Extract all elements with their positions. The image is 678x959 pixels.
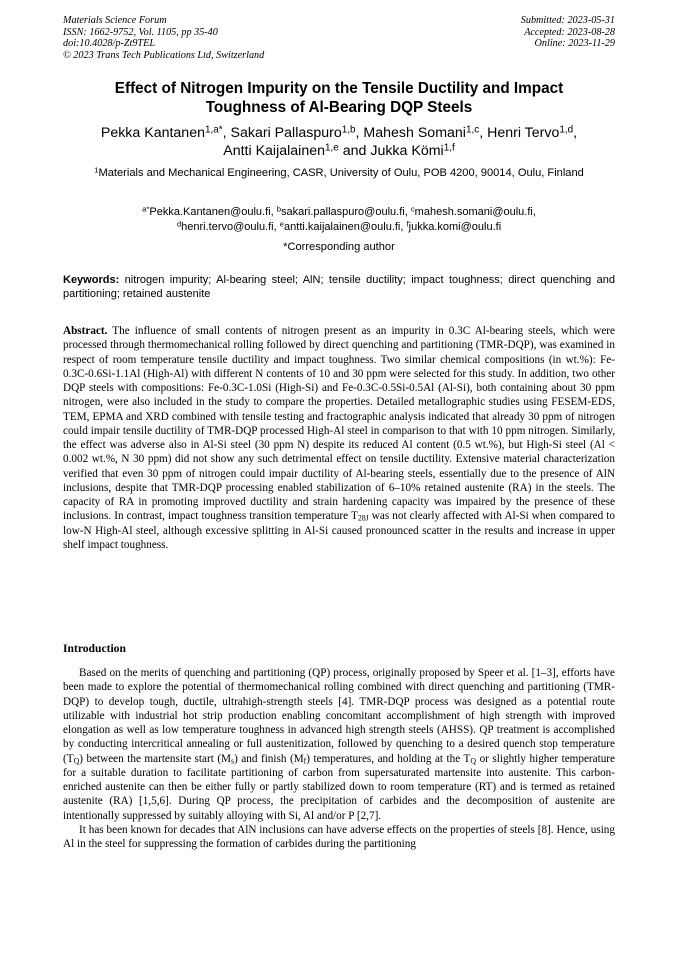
journal-issn: ISSN: 1662-9752, Vol. 1105, pp 35-40 xyxy=(63,26,218,38)
section-heading-introduction: Introduction xyxy=(63,642,126,655)
author-separator: , xyxy=(573,125,578,141)
author-name: Sakari Pallaspuro xyxy=(230,125,342,141)
publication-dates xyxy=(521,15,615,50)
abstract-label: Abstract. xyxy=(63,325,108,337)
author-list xyxy=(63,124,615,160)
paragraph-text: ) temperatures, and holding at the T xyxy=(306,752,471,765)
keywords-text: nitrogen impurity; Al-bearing steel; AlN; tensile ductility; impact toughness; direct quenching and partitioning; retained austenite xyxy=(63,274,615,301)
abstract-subscript: 28J xyxy=(357,513,369,523)
paragraph xyxy=(63,666,615,823)
subscript: s xyxy=(231,756,235,766)
author-affil-sup: 1,f xyxy=(443,142,455,154)
email-link[interactable]: henri.tervo@oulu.fi xyxy=(181,220,274,233)
abstract xyxy=(63,324,615,552)
email-sup: e xyxy=(279,219,285,229)
email-separator: , xyxy=(532,206,536,218)
author-affil-sup: 1,d xyxy=(559,124,574,136)
author-separator: , xyxy=(355,125,364,141)
subscript: Q xyxy=(470,756,477,766)
email-list xyxy=(63,205,615,234)
introduction-body xyxy=(63,666,615,851)
affiliation xyxy=(80,166,598,181)
author-affil-sup: 1,e xyxy=(325,142,339,154)
paragraph-text: ) and finish (M xyxy=(234,752,304,765)
author-name: Henri Tervo xyxy=(487,125,560,141)
title-line-2: Toughness of Al-Bearing DQP Steels xyxy=(205,99,473,116)
author-affil-sup: 1,c xyxy=(465,124,480,136)
paragraph-text: Based on the merits of quenching and partitioning (QP) process, originally proposed by Speer et al. [1–3], efforts have been made to explore the potential of thermomechanical rolling combined with direct quenching and partitioning (TMR-DQP) to develop tough, ductile, ultrahigh-strength steels [4]. TMR-DQP process was designed as a potential route utilizable with industrial hot strip production enabling concomitant accomplishment of high strength with improved elongation as well as low temperature toughness in advanced high strength steels (AHSS). QP treatment is accomplished by conducting intercritical annealing or full austenitization, followed by quenching to a desired quench stop temperature (T xyxy=(63,667,615,765)
journal-doi: doi:10.4028/p-Zt9TEL xyxy=(63,38,155,50)
email-link[interactable]: antti.kaijalainen@oulu.fi xyxy=(284,220,401,233)
title-line-1: Effect of Nitrogen Impurity on the Tensile Ductility and Impact xyxy=(114,80,564,97)
email-separator: , xyxy=(400,220,407,233)
subscript: f xyxy=(303,756,307,766)
date-accepted: Accepted: 2023-08-28 xyxy=(524,26,615,38)
author-name: Jukka Kömi xyxy=(370,143,444,159)
journal-copyright: © 2023 Trans Tech Publications Ltd, Switzerland xyxy=(63,49,265,61)
email-sup: d xyxy=(176,219,182,229)
corresponding-author-note: *Corresponding author xyxy=(283,241,395,253)
paragraph: It has been known for decades that AlN inclusions can have adverse effects on the properties of steels [8]. Hence, using Al in the steel for suppressing the formation of carbides during the partitioning xyxy=(63,823,615,850)
journal-info xyxy=(63,15,264,61)
author-separator: and xyxy=(338,143,371,159)
paragraph-text: ) between the martensite start (M xyxy=(79,752,232,765)
keywords-label: Keywords: xyxy=(63,274,120,286)
author-affil-sup: 1,a* xyxy=(204,124,223,136)
author-name: Antti Kaijalainen xyxy=(223,143,325,159)
date-submitted: Submitted: 2023-05-31 xyxy=(520,15,615,26)
journal-name: Materials Science Forum xyxy=(63,15,167,26)
author-name: Mahesh Somani xyxy=(363,125,466,141)
author-affil-sup: 1,b xyxy=(341,124,356,136)
abstract-text-end: was not clearly affected with Al-Si when compared to low-N High-Al steel, although excessive splitting in Al-Si caused pronounced scatter in the results and increase in upper shelf impact toughness. xyxy=(63,510,615,551)
abstract-text: The influence of small contents of nitrogen present as an impurity in 0.3C Al-bearing steels, which were processed through thermomechanical rolling followed by direct quenching and partitioning (TMR-DQP), was examined in respect of room temperature tensile ductility and impact toughness. Two similar chemical compositions (in wt.%): Fe-0.3C-0.6Si-1.1Al (High-Al) with different N contents of 10 and 30 ppm were selected for this study. In addition, two other DQP steels with compositions: Fe-0.3C-1.0Si (High-Si) and Fe-0.3C-0.5Si-0.5Al (Al-Si), both containing about 30 ppm nitrogen, were also included in the study to compare the properties. Detailed metallographic studies using FESEM-EDS, TEM, EPMA and XRD combined with tensile testing and fractographic analysis indicated that already 30 ppm of nitrogen could impair tensile ductility of TMR-DQP processed High-Al steel in comparison to that with 10 ppm nitrogen. Similarly, the effect was adverse also in Al-Si steel (30 ppm N) despite its reduced Al content (0.5 wt.%), but High-Si steel (Al < 0.002 wt.%, N 30 ppm) did not show any such detrimental effect on tensile ductility. Extensive material characterization verified that even 30 ppm of nitrogen could impair ductility of Al-bearing steels, essentially due to the presence of AlN inclusions, despite that TMR-DQP processing enabled stabilization of 6–10% retained austenite (RA) in the steels. The capacity of RA in promoting improved ductility and strain hardening capacity was impaired by the presence of these inclusions. In contrast, impact toughness transition temperature T xyxy=(63,325,615,523)
email-link[interactable]: Pekka.Kantanen@oulu.fi xyxy=(149,206,271,218)
paragraph-text: or slightly higher temperature for a suitable duration to facilitate partitioning of carbon from supersaturated martensite into austenite. This carbon-enriched austenite can then be either fully or partly stabilized down to room temperature (RT) and is termed as retained austenite (RA) [1,5,6]. During QP process, the precipitation of carbides and the decomposition of austenite are intentionally suppressed by suitably alloying with Si, Al and/or P [2,7]. xyxy=(63,752,616,822)
affiliation-sup: 1 xyxy=(94,165,99,175)
email-sup: a* xyxy=(142,204,150,214)
email-sup: f xyxy=(406,219,409,229)
affiliation-text: Materials and Mechanical Engineering, CASR, University of Oulu, POB 4200, 90014, Oulu, Finland xyxy=(98,167,584,179)
email-link[interactable]: sakari.pallaspuro@oulu.fi xyxy=(281,206,405,218)
email-link[interactable]: mahesh.somani@oulu.fi xyxy=(414,206,533,218)
author-name: Pekka Kantanen xyxy=(100,125,205,141)
paper-title xyxy=(63,79,615,117)
email-sup: b xyxy=(276,204,282,214)
date-online: Online: 2023-11-29 xyxy=(534,38,615,50)
author-separator: , xyxy=(222,125,231,141)
email-link[interactable]: jukka.komi@oulu.fi xyxy=(408,220,502,233)
email-sup: c xyxy=(410,204,415,214)
email-separator: , xyxy=(404,206,411,218)
email-separator: , xyxy=(270,206,277,218)
author-separator: , xyxy=(479,125,488,141)
keywords xyxy=(63,273,615,301)
subscript: Q xyxy=(73,756,80,766)
email-separator: , xyxy=(273,220,280,233)
